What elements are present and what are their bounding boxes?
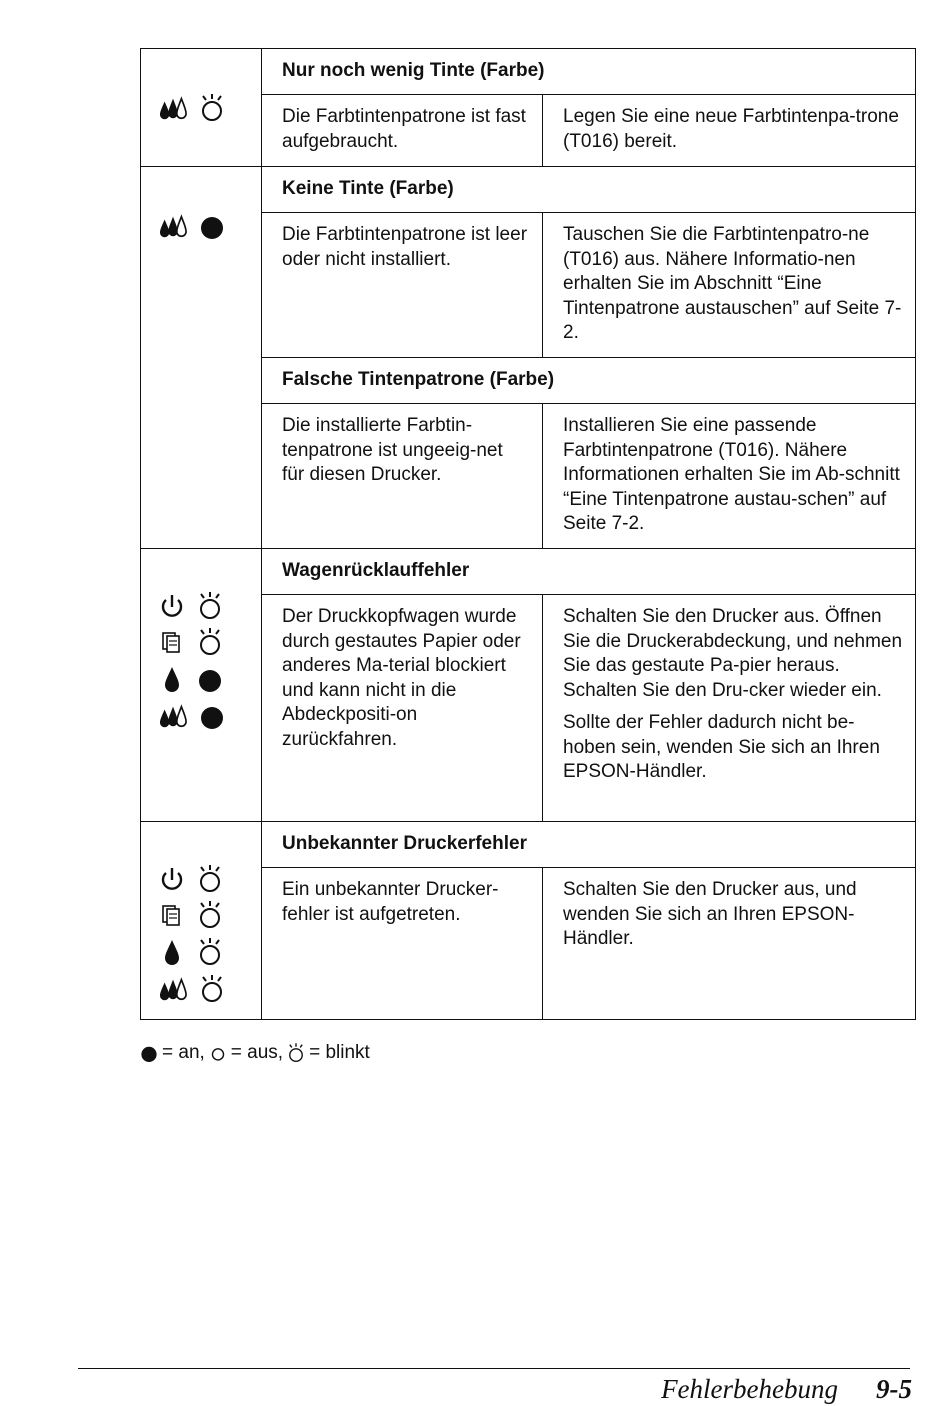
legend-off: = aus, <box>230 1042 284 1063</box>
legend-blink: = blinkt <box>309 1042 370 1063</box>
row-header: Falsche Tintenpatrone (Farbe) <box>262 358 915 404</box>
table-row <box>141 49 915 166</box>
page-footer <box>661 1374 912 1405</box>
footer-rule <box>78 1368 910 1369</box>
color-ink-icon <box>159 975 187 1003</box>
on-indicator-icon <box>199 701 225 731</box>
color-ink-icon <box>159 212 187 240</box>
cause-cell: Die Farbtintenpatrone ist leer oder nicht installiert. <box>262 213 543 357</box>
action-text: Sollte der Fehler dadurch nicht be-hoben sein, wenden Sie sich an Ihren EPSON-Händler. <box>563 712 880 782</box>
on-indicator-icon <box>140 1042 158 1064</box>
action-cell <box>543 404 915 549</box>
action-cell <box>543 213 915 357</box>
color-ink-icon <box>159 702 187 730</box>
action-text: Installieren Sie eine passende Farbtintenpatrone (T016). Nähere Informationen erhalten Sie im Ab-schnitt “Eine Tintenpatrone austau-schen” auf Seite 7-2. <box>563 415 900 534</box>
indicator-cell <box>141 49 262 166</box>
page-number: 9-5 <box>876 1374 912 1404</box>
cause-cell: Die Farbtintenpatrone ist fast aufgebraucht. <box>262 95 543 166</box>
action-text: Schalten Sie den Drucker aus. Öffnen Sie die Druckerabdeckung, und nehmen Sie das gestaute Pa-pier heraus. Schalten Sie den Dru-cker wieder ein. <box>563 606 903 701</box>
blink-indicator-icon <box>197 864 223 894</box>
action-cell <box>543 868 915 1020</box>
paper-icon <box>159 627 185 657</box>
action-cell <box>543 595 915 822</box>
off-indicator-icon <box>209 1042 227 1064</box>
row-header: Keine Tinte (Farbe) <box>262 167 915 213</box>
action-text: Schalten Sie den Drucker aus, und wenden Sie sich an Ihren EPSON-Händler. <box>563 879 857 949</box>
table-row <box>141 821 915 1020</box>
on-indicator-icon <box>197 664 223 694</box>
indicator-cell <box>141 167 262 549</box>
paper-icon <box>159 900 185 930</box>
blink-indicator-icon <box>199 93 225 123</box>
legend-on: = an, <box>162 1042 205 1063</box>
action-text: Tauschen Sie die Farbtintenpatro-ne (T016) aus. Nähere Informatio-nen erhalten Sie im Abschnitt “Eine Tintenpatrone austauschen” auf Seite 7-2. <box>563 224 902 343</box>
color-ink-icon <box>159 94 187 122</box>
legend <box>140 1042 370 1064</box>
table-row <box>141 166 915 549</box>
blink-indicator-icon <box>197 627 223 657</box>
indicator-cell <box>141 822 262 1020</box>
blink-indicator-icon <box>197 591 223 621</box>
sub-row <box>262 357 915 550</box>
indicator-cell <box>141 549 262 822</box>
on-indicator-icon <box>199 211 225 241</box>
blink-indicator-icon <box>199 974 225 1004</box>
cause-cell: Der Druckkopfwagen wurde durch gestautes Papier oder anderes Ma-terial blockiert und kann nicht in die Abdeckpositi-on zurückfahren. <box>262 595 543 822</box>
action-text: Legen Sie eine neue Farbtintenpa-trone (T016) bereit. <box>563 106 899 152</box>
table-row <box>141 548 915 822</box>
blink-indicator-icon <box>197 937 223 967</box>
row-header: Nur noch wenig Tinte (Farbe) <box>262 49 915 95</box>
error-table <box>140 48 916 1020</box>
action-cell <box>543 95 915 166</box>
row-header: Wagenrücklauffehler <box>262 549 915 595</box>
blink-indicator-icon <box>197 900 223 930</box>
cause-cell: Die installierte Farbtin-tenpatrone ist ungeeig-net für diesen Drucker. <box>262 404 543 549</box>
row-header: Unbekannter Druckerfehler <box>262 822 915 868</box>
black-ink-icon <box>159 664 185 694</box>
power-icon <box>159 864 185 894</box>
black-ink-icon <box>159 937 185 967</box>
blink-indicator-icon <box>287 1042 305 1064</box>
cause-cell: Ein unbekannter Drucker-fehler ist aufgetreten. <box>262 868 543 1020</box>
section-title: Fehlerbehebung <box>661 1374 838 1404</box>
power-icon <box>159 591 185 621</box>
